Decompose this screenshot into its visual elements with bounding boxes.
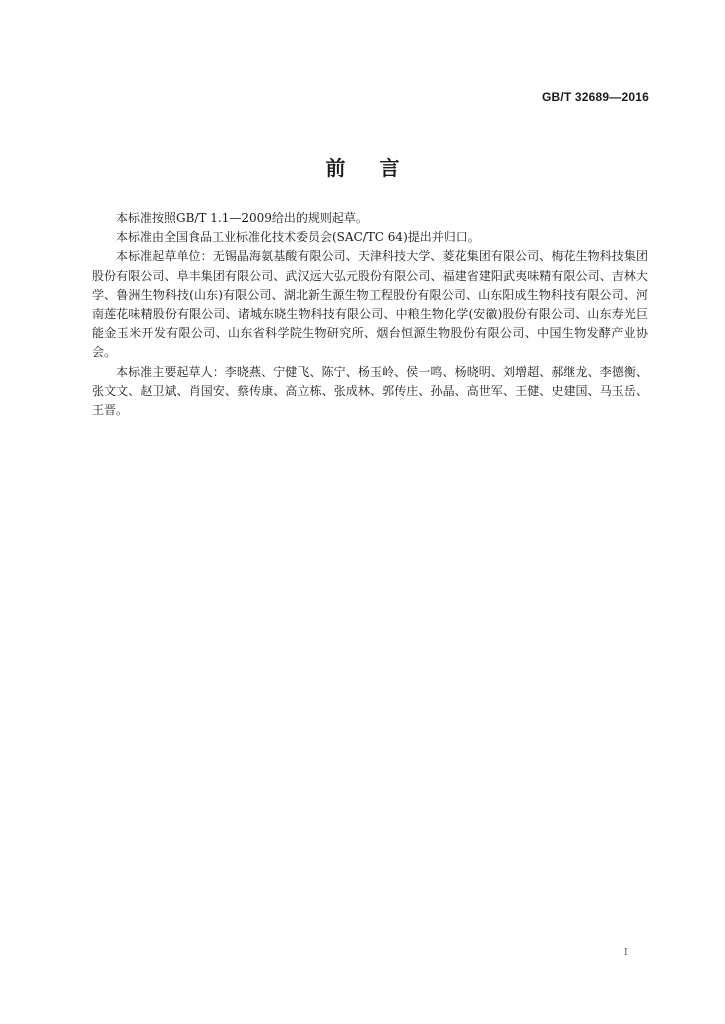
standard-code: GB/T 32689—2016 — [541, 90, 649, 104]
page-number: I — [624, 948, 628, 958]
foreword-body — [92, 209, 648, 420]
paragraph-proposer: 本标准由全国食品工业标准化技术委员会(SAC/TC 64)提出并归口。 — [116, 230, 480, 245]
page-title: 前言 — [325, 156, 434, 180]
paragraph-drafting-rules: 本标准按照GB/T 1.1—2009给出的规则起草。 — [116, 211, 368, 225]
paragraph-drafters: 本标准主要起草人：李晓燕、宁健飞、陈宁、杨玉岭、侯一鸣、杨晓明、刘增超、郝继龙、李德衡、张文文、赵卫斌、肖国安、蔡传康、高立栋、张成林、郭传庄、孙晶、高世军、王健、史建国、马玉岳、王晋。 — [92, 364, 648, 418]
paragraph-drafting-units: 本标准起草单位：无锡晶海氨基酸有限公司、天津科技大学、菱花集团有限公司、梅花生物科技集团股份有限公司、阜丰集团有限公司、武汉远大弘元股份有限公司、福建省建阳武夷味精有限公司、吉林大学、鲁洲生物科技(山东)有限公司、湖北新生源生物工程股份有限公司、山东阳成生物科技有限公司、河南莲花味精股份有限公司、诸城东晓生物科技有限公司、中粮生物化学(安徽)股份有限公司、山东寿光巨能金玉米开发有限公司、山东省科学院生物研究所、烟台恒源生物股份有限公司、中国生物发酵产业协会。 — [92, 249, 648, 360]
